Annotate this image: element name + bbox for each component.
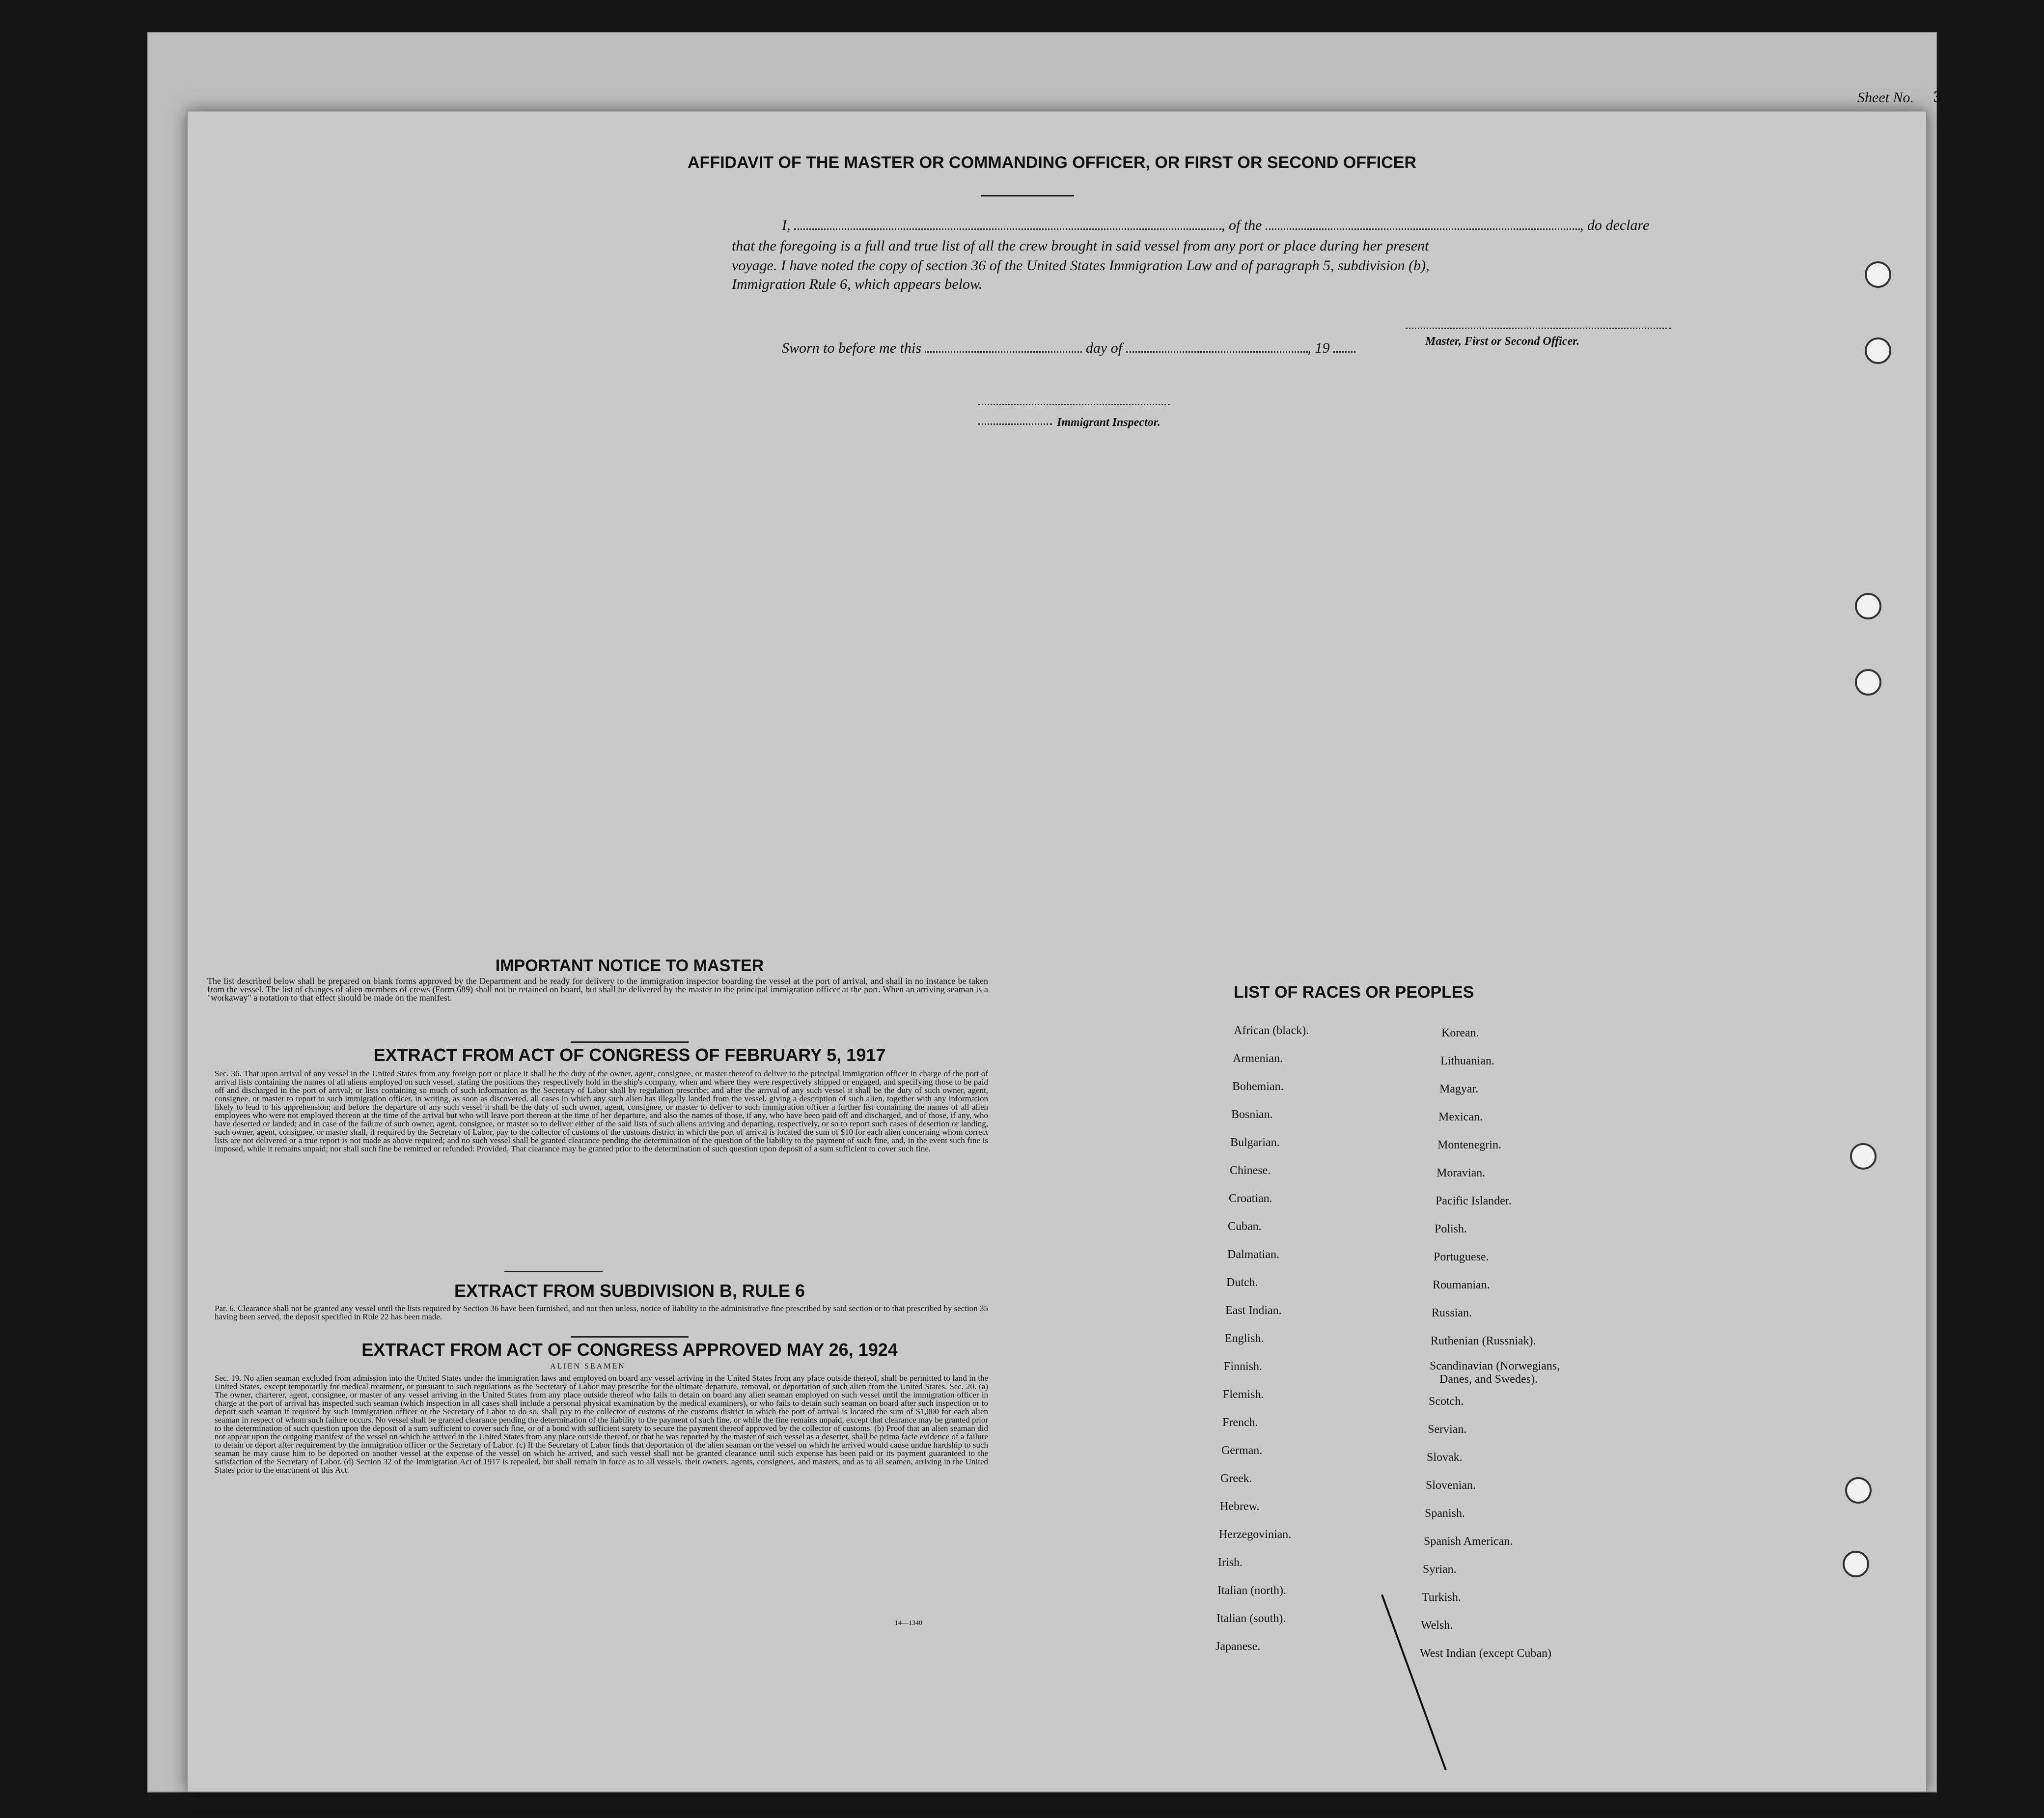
extract-rule6-title: EXTRACT FROM SUBDIVISION B, RULE 6 [454, 1281, 805, 1301]
race-item: Korean. [1441, 1027, 1479, 1039]
binder-hole [1850, 1143, 1877, 1170]
master-signature-label: Master, First or Second Officer. [1425, 335, 1580, 348]
race-item: Magyar. [1439, 1083, 1479, 1095]
race-item: East Indian. [1225, 1304, 1282, 1317]
sworn-line [782, 340, 1355, 357]
affidavit-line-3: voyage. I have noted the copy of section 36 of the United States Immigration Law and of paragraph 5, subdivision (b), [732, 257, 1430, 274]
binder-hole [1843, 1551, 1869, 1577]
binder-hole [1855, 669, 1881, 696]
extract-1917-text [215, 1069, 988, 1153]
race-item: African (black). [1234, 1024, 1309, 1037]
extract-rule6-text [215, 1304, 988, 1321]
race-item: Chinese. [1230, 1164, 1271, 1177]
affidavit-title-rule [981, 195, 1074, 196]
race-item: Roumanian. [1433, 1279, 1490, 1291]
races-title: LIST OF RACES OR PEOPLES [1234, 983, 1474, 1002]
race-item: Scandinavian (Norwegians, [1430, 1360, 1560, 1372]
inspector-signature-underline [978, 423, 1052, 425]
extract-1917-body: Sec. 36. That upon arrival of any vessel in the United States from any foreign port or place it shall be the duty of the owner, agent, consignee, or master thereof to deliver to the principal immigration officer in charge of the port of arrival lists containing the names of all aliens employed on such vessel, stating the positions they respectively hold in the ship's company, when and where they were respectively shipped or engaged, and specifying those to be paid off and discharged in the port of arrival; or lists containing so much of such information as the Secretary of Labor shall by regulation prescribe; and after the arrival of any such vessel it shall be the duty of such owner, agent, consignee, or master to report to such immigration officer, in writing, as soon as discovered, all cases in which any such alien has illegally landed from the vessel, giving a description of such alien, together with any information likely to lead to his apprehension; and before the departure of any such vessel it shall be the duty of such owner, agent, consignee, or master to deliver to such immigration officer a further list containing the names of all alien employees who were not employed thereon at the time of the arrival but who will leave port thereon at the time of her departure, and also the names of those, if any, who have been paid off and discharged, and of those, if any, who have deserted or landed; and in case of the failure of such owner, agent, consignee, or master so to deliver either of the said lists of such aliens arriving and departing, respectively, or so to report such cases of desertion or landing, such owner, agent, consignee, or master shall, if required by the Secretary of Labor, pay to the collector of customs of the customs district in which the port of arrival is located the sum of $10 for each alien concerning whom correct lists are not delivered or a true report is not made as above required; and no such vessel shall be granted clearance pending the determination of the question of the liability to the payment of such fine, and, in the event such fine is imposed, while it remains unpaid; nor shall such fine be remitted or refunded: Provided, That clearance may be granted prior to the determination of such question upon deposit of a sum sufficient to cover such fine. [215, 1069, 988, 1153]
notice-text-body: The list described below shall be prepared on blank forms approved by the Department and be ready for delivery to the immigration inspector boarding the vessel at the port of arrival, and shall in no instance be taken from the vessel. The list of changes of alien members of crews (Form 689) shall not be retained on board, but shall be delivered by the master to the principal immigration officer at the port. When an arriving seaman is a "workaway" a notation to that effect should be made on the manifest. [207, 976, 988, 1003]
race-item: Welsh. [1421, 1619, 1453, 1632]
binder-hole [1855, 593, 1881, 619]
section-rule [504, 1271, 603, 1272]
race-item: Greek. [1220, 1472, 1252, 1485]
race-item: Finnish. [1224, 1360, 1263, 1373]
binder-hole [1865, 337, 1891, 364]
race-item: Dutch. [1226, 1276, 1258, 1289]
race-item: Slovenian. [1426, 1479, 1476, 1492]
sworn-day-field[interactable] [925, 351, 1082, 353]
race-item: Servian. [1428, 1423, 1467, 1436]
race-item: Syrian. [1423, 1563, 1457, 1576]
race-item: Croatian. [1229, 1192, 1272, 1205]
race-item: Spanish. [1425, 1507, 1465, 1520]
race-item: French. [1222, 1416, 1258, 1429]
affidavit-line-1 [782, 217, 1649, 234]
form-code: 14—1340 [895, 1620, 922, 1627]
sheet-number [1857, 88, 1942, 107]
notice-title: IMPORTANT NOTICE TO MASTER [495, 956, 764, 975]
inspector-signature-label: Immigrant Inspector. [1057, 416, 1160, 429]
race-item: Slovak. [1427, 1451, 1463, 1464]
sworn-month-field[interactable] [1126, 351, 1308, 353]
extract-1924-body: Sec. 19. No alien seaman excluded from admission into the United States under the immigration laws and employed on board any vessel arriving in the United States from any place outside thereof, shall be permitted to land in the United States, except temporarily for medical treatment, or pursuant to such regulations as the Secretary of Labor may prescribe for the ultimate departure, removal, or deportation of such alien from the United States. Sec. 20. (a) The owner, charterer, agent, consignee, or master of any vessel arriving in the United States from any place outside thereof who fails to detain on board any alien seaman employed on such vessel until the immigration officer in charge at the port of arrival has inspected such seaman (which inspection in all cases shall include a personal physical examination by the medical examiners), or who fails to detain such seaman on board after such inspection or to deport such seaman if required by such immigration officer or the Secretary of Labor to do so, shall pay to the collector of customs of the customs district in which the port of arrival is located the sum of $1,000 for each alien seaman in respect of whom such failure occurs. No vessel shall be granted clearance pending the determination of the liability to the payment of such fine, or while the fine remains unpaid, except that clearance may be granted prior to the determination of such question upon the deposit of a sum sufficient to cover such fine, or of a bond with sufficient surety to secure the payment thereof approved by the collector of customs. (b) Proof that an alien seaman did not appear upon the outgoing manifest of the vessel on which he arrived in the United States from any place outside thereof, or that he was reported by the master of such vessel as a deserter, shall be prima facie evidence of a failure to detain or deport after requirement by the immigration officer or the Secretary of Labor. (c) If the Secretary of Labor finds that deportation of the alien seaman on the vessel on which he arrived would cause undue hardship to such seaman he may cause him to be deported on another vessel at the expense of the vessel on which he arrived, and such vessel shall not be granted clearance until such expense has been paid or its payment guaranteed to the satisfaction of the Secretary of Labor. (d) Section 32 of the Immigration Act of 1917 is repealed, but shall remain in force as to all vessels, their owners, agents, consignees, and masters, and as to all seamen, arriving in the United States prior to the enactment of this Act. [215, 1373, 988, 1475]
race-item: Japanese. [1215, 1640, 1261, 1653]
race-item: English. [1225, 1332, 1264, 1345]
race-item: Bohemian. [1232, 1080, 1284, 1093]
race-item: Flemish. [1223, 1388, 1264, 1401]
day-of-label: day of [1085, 340, 1123, 356]
race-item: Herzegovinian. [1219, 1528, 1292, 1541]
sworn-label: Sworn to before me this [782, 340, 921, 356]
race-item: Dalmatian. [1227, 1248, 1279, 1261]
sheet-number-value: 3 [1933, 88, 1942, 106]
affidavit-title: AFFIDAVIT OF THE MASTER OR COMMANDING OFFICER, OR FIRST OR SECOND OFFICER [688, 153, 1416, 172]
race-item: Bulgarian. [1230, 1136, 1280, 1149]
affidavit-line-2: that the foregoing is a full and true list of all the crew brought in said vessel from any port or place during her present [732, 238, 1429, 254]
race-item: Bosnian. [1231, 1108, 1273, 1121]
extract-1917-title: EXTRACT FROM ACT OF CONGRESS OF FEBRUARY 5, 1917 [373, 1045, 886, 1065]
race-item: Pacific Islander. [1436, 1195, 1512, 1207]
sheet-number-label: Sheet No. [1857, 89, 1914, 106]
extract-1924-subtitle: ALIEN SEAMEN [550, 1362, 626, 1370]
affidavit-line-4: Immigration Rule 6, which appears below. [732, 276, 983, 292]
race-item: Moravian. [1436, 1167, 1486, 1179]
extract-1924-title: EXTRACT FROM ACT OF CONGRESS APPROVED MAY 26, 1924 [361, 1340, 898, 1360]
year-label: , 19 [1307, 340, 1330, 356]
section-rule [571, 1041, 689, 1043]
master-name-field[interactable] [794, 228, 1221, 230]
affidavit-i-label: I, [782, 217, 791, 233]
race-item: Portuguese. [1434, 1251, 1489, 1263]
binder-hole [1865, 261, 1891, 288]
race-item: Lithuanian. [1440, 1055, 1494, 1067]
extract-rule6-body: Par. 6. Clearance shall not be granted any vessel until the lists required by Section 36 have been furnished, and not then unless, notice of liability to the administrative fine prescribed by said section or to that prescribed by section 35 having been served, the deposit specified in Rule 22 has been made. [215, 1304, 988, 1321]
race-item: Turkish. [1422, 1591, 1461, 1604]
race-item: Irish. [1218, 1556, 1243, 1569]
master-signature-field[interactable] [1406, 328, 1671, 329]
race-item: Montenegrin. [1437, 1139, 1501, 1151]
binder-hole [1845, 1477, 1872, 1504]
extract-1924-text [215, 1374, 988, 1474]
race-item: Italian (north). [1217, 1584, 1286, 1597]
affidavit-of-the-label: , of the [1221, 217, 1262, 233]
vessel-name-field[interactable] [1266, 228, 1580, 230]
race-item: Scotch. [1429, 1395, 1464, 1408]
race-item: Russian. [1432, 1307, 1472, 1319]
race-item: Cuban. [1228, 1220, 1262, 1233]
notice-text [188, 977, 988, 1002]
sworn-year-field[interactable] [1333, 351, 1355, 353]
race-item: Ruthenian (Russniak). [1431, 1335, 1536, 1347]
section-rule [571, 1336, 689, 1338]
race-item: Armenian. [1233, 1052, 1283, 1065]
affidavit-declare-label: , do declare [1580, 217, 1650, 233]
race-item: Italian (south). [1216, 1612, 1286, 1625]
race-item: West Indian (except Cuban) [1420, 1647, 1551, 1660]
race-item: Hebrew. [1220, 1500, 1260, 1513]
inspector-signature-field[interactable] [978, 404, 1170, 405]
race-item: Mexican. [1438, 1111, 1483, 1123]
race-item: German. [1221, 1444, 1263, 1457]
race-item: Spanish American. [1424, 1535, 1513, 1548]
race-item-continuation: Danes, and Swedes). [1439, 1373, 1538, 1386]
race-item: Polish. [1435, 1223, 1467, 1235]
manifest-back-page [187, 111, 1927, 1792]
paper-crease [1381, 1576, 1497, 1770]
